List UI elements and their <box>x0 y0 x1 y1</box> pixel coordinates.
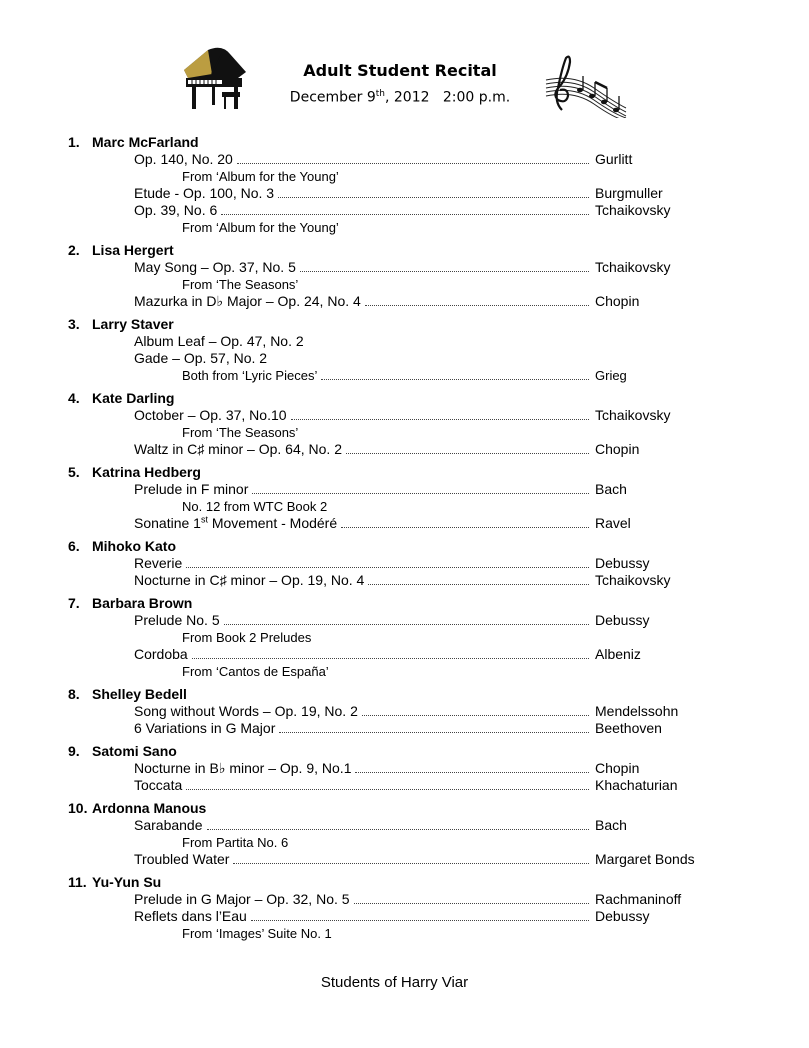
dot-leader <box>355 761 589 773</box>
performer-number: 6. <box>68 538 80 554</box>
piece-title: Album Leaf – Op. 47, No. 2 <box>134 333 304 349</box>
piece-row <box>134 441 701 458</box>
piece-note: From Partita No. 6 <box>182 835 289 850</box>
composer-name: Rachmaninoff <box>595 891 682 907</box>
dot-leader <box>221 203 589 215</box>
performer-heading <box>68 538 708 555</box>
piece-row <box>134 908 701 925</box>
title-block <box>250 60 550 109</box>
piece-note: From ‘Images’ Suite No. 1 <box>182 926 332 941</box>
dot-leader <box>252 482 589 494</box>
composer-name: Debussy <box>595 908 650 924</box>
composer-name: Khachaturian <box>595 777 678 793</box>
composer-name: Bach <box>595 481 627 497</box>
piece-title: Toccata <box>134 777 183 793</box>
composer-name: Debussy <box>595 612 650 628</box>
performer-number: 2. <box>68 242 80 258</box>
dot-leader <box>346 442 589 454</box>
dot-leader <box>308 335 589 346</box>
performer-number: 8. <box>68 686 80 702</box>
composer-name: Albeniz <box>595 646 641 662</box>
composer-name: Tchaikovsky <box>595 202 671 218</box>
dot-leader <box>251 909 589 921</box>
piece-note: From ‘Album for the Young’ <box>182 220 339 235</box>
piece-row <box>134 333 701 350</box>
performer-number: 10. <box>68 800 88 816</box>
piece-title: May Song – Op. 37, No. 5 <box>134 259 296 275</box>
piece-row <box>134 817 701 834</box>
performer-heading <box>68 464 708 481</box>
piece-title: Nocturne in B♭ minor – Op. 9, No.1 <box>134 760 352 776</box>
piece-row <box>134 720 701 737</box>
dot-leader <box>278 186 589 198</box>
dot-leader <box>186 778 589 790</box>
piece-row <box>134 151 701 168</box>
performer-number: 4. <box>68 390 80 406</box>
performer-name: Kate Darling <box>92 390 175 406</box>
performer-block <box>68 242 708 310</box>
piece-title: Sarabande <box>134 817 203 833</box>
composer-name: Beethoven <box>595 720 662 736</box>
performer-block <box>68 316 708 384</box>
piece-row <box>134 572 701 589</box>
piece-row <box>134 612 701 629</box>
performer-heading <box>68 686 708 703</box>
piece-note: From Book 2 Preludes <box>182 630 312 645</box>
performer-name: Mihoko Kato <box>92 538 176 554</box>
performer-name: Barbara Brown <box>92 595 193 611</box>
composer-name: Tchaikovsky <box>595 572 671 588</box>
performer-number: 9. <box>68 743 80 759</box>
composer-name: Grieg <box>595 368 627 383</box>
performer-block <box>68 464 708 532</box>
piece-row <box>134 481 701 498</box>
composer-name: Tchaikovsky <box>595 259 671 275</box>
performer-name: Marc McFarland <box>92 134 199 150</box>
piece-title: Reflets dans l’Eau <box>134 908 247 924</box>
performer-heading <box>68 874 708 891</box>
performer-block <box>68 595 708 680</box>
piece-row <box>134 515 701 532</box>
piece-title: Troubled Water <box>134 851 230 867</box>
piece-title: 6 Variations in G Major <box>134 720 276 736</box>
dot-leader <box>192 647 589 659</box>
performer-heading <box>68 390 708 407</box>
piece-row <box>134 760 701 777</box>
piece-title: Op. 39, No. 6 <box>134 202 218 218</box>
piece-row <box>134 293 701 310</box>
piece-row <box>134 555 701 572</box>
dot-leader <box>207 818 589 830</box>
performer-block <box>68 800 708 868</box>
piece-row <box>134 350 701 367</box>
performer-name: Katrina Hedberg <box>92 464 201 480</box>
piece-row <box>134 185 701 202</box>
performer-block <box>68 538 708 589</box>
performer-number: 5. <box>68 464 80 480</box>
performer-name: Shelley Bedell <box>92 686 187 702</box>
piece-note: From ‘Cantos de España’ <box>182 664 329 679</box>
dot-leader <box>300 260 589 272</box>
piece-title: Prelude in G Major – Op. 32, No. 5 <box>134 891 350 907</box>
dot-leader <box>368 573 589 585</box>
dot-leader <box>186 556 589 568</box>
composer-name: Debussy <box>595 555 650 571</box>
piece-note: From ‘The Seasons’ <box>182 277 299 292</box>
composer-name: Gurlitt <box>595 151 633 167</box>
recital-date: December 9th, 2012 2:00 p.m. <box>289 89 511 106</box>
piece-title: Reverie <box>134 555 183 571</box>
performer-number: 7. <box>68 595 80 611</box>
performer-number: 1. <box>68 134 80 150</box>
piece-row <box>182 367 701 384</box>
dot-leader <box>237 152 589 164</box>
performer-block <box>68 686 708 737</box>
performer-block <box>68 390 708 458</box>
composer-name: Mendelssohn <box>595 703 679 719</box>
composer-name: Margaret Bonds <box>595 851 695 867</box>
composer-name: Bach <box>595 817 627 833</box>
piece-title: Op. 140, No. 20 <box>134 151 233 167</box>
composer-name: Tchaikovsky <box>595 407 671 423</box>
piece-title: Etude - Op. 100, No. 3 <box>134 185 275 201</box>
grand-piano-icon <box>178 44 252 112</box>
performer-heading <box>68 800 708 817</box>
performer-name: Satomi Sano <box>92 743 177 759</box>
piece-note: From ‘The Seasons’ <box>182 425 299 440</box>
piece-row <box>134 891 701 908</box>
composer-name: Chopin <box>595 760 640 776</box>
dot-leader <box>291 408 589 420</box>
performer-heading <box>68 316 708 333</box>
program-list <box>68 134 708 948</box>
performer-block <box>68 874 708 942</box>
piece-row <box>134 777 701 794</box>
piece-title: Waltz in C♯ minor – Op. 64, No. 2 <box>134 441 342 457</box>
dot-leader <box>362 704 589 716</box>
dot-leader <box>279 721 589 733</box>
performer-name: Lisa Hergert <box>92 242 174 258</box>
performer-block <box>68 743 708 794</box>
dot-leader <box>354 892 589 904</box>
piece-title: Both from ‘Lyric Pieces’ <box>182 368 318 383</box>
performer-heading <box>68 134 708 151</box>
composer-name: Ravel <box>595 515 631 531</box>
composer-name: Chopin <box>595 293 640 309</box>
performer-heading <box>68 242 708 259</box>
performer-name: Yu-Yun Su <box>92 874 162 890</box>
dot-leader <box>224 613 589 625</box>
composer-name: Burgmuller <box>595 185 663 201</box>
piece-title: Gade – Op. 57, No. 2 <box>134 350 268 366</box>
performer-heading <box>68 743 708 760</box>
footer-text: Students of Harry Viar <box>320 974 469 991</box>
piece-title: Prelude in F minor <box>134 481 249 497</box>
performer-number: 11. <box>68 874 87 890</box>
piece-title: Song without Words – Op. 19, No. 2 <box>134 703 358 719</box>
performer-name: Ardonna Manous <box>92 800 207 816</box>
performer-heading <box>68 595 708 612</box>
composer-name: Chopin <box>595 441 640 457</box>
music-staff-icon <box>544 52 628 118</box>
piece-row <box>134 202 701 219</box>
piece-title: Prelude No. 5 <box>134 612 220 628</box>
dot-leader <box>365 294 589 306</box>
piece-title: October – Op. 37, No.10 <box>134 407 287 423</box>
performer-number: 3. <box>68 316 80 332</box>
piece-note: From ‘Album for the Young’ <box>182 169 339 184</box>
piece-row <box>134 646 701 663</box>
dot-leader <box>341 516 589 528</box>
performer-block <box>68 134 708 236</box>
recital-title: Adult Student Recital <box>303 61 497 80</box>
piece-row <box>134 851 701 868</box>
performer-name: Larry Staver <box>92 316 174 332</box>
dot-leader <box>321 368 589 380</box>
dot-leader <box>233 852 589 864</box>
piece-row <box>134 703 701 720</box>
piece-row <box>134 407 701 424</box>
piece-title: Mazurka in D♭ Major – Op. 24, No. 4 <box>134 293 361 309</box>
piece-title: Sonatine 1st Movement - Modéré <box>134 514 338 531</box>
piece-row <box>134 259 701 276</box>
piece-title: Cordoba <box>134 646 188 662</box>
program-header <box>0 50 809 130</box>
piece-note: No. 12 from WTC Book 2 <box>182 499 328 514</box>
piece-title: Nocturne in C♯ minor – Op. 19, No. 4 <box>134 572 365 588</box>
dot-leader <box>271 352 589 363</box>
